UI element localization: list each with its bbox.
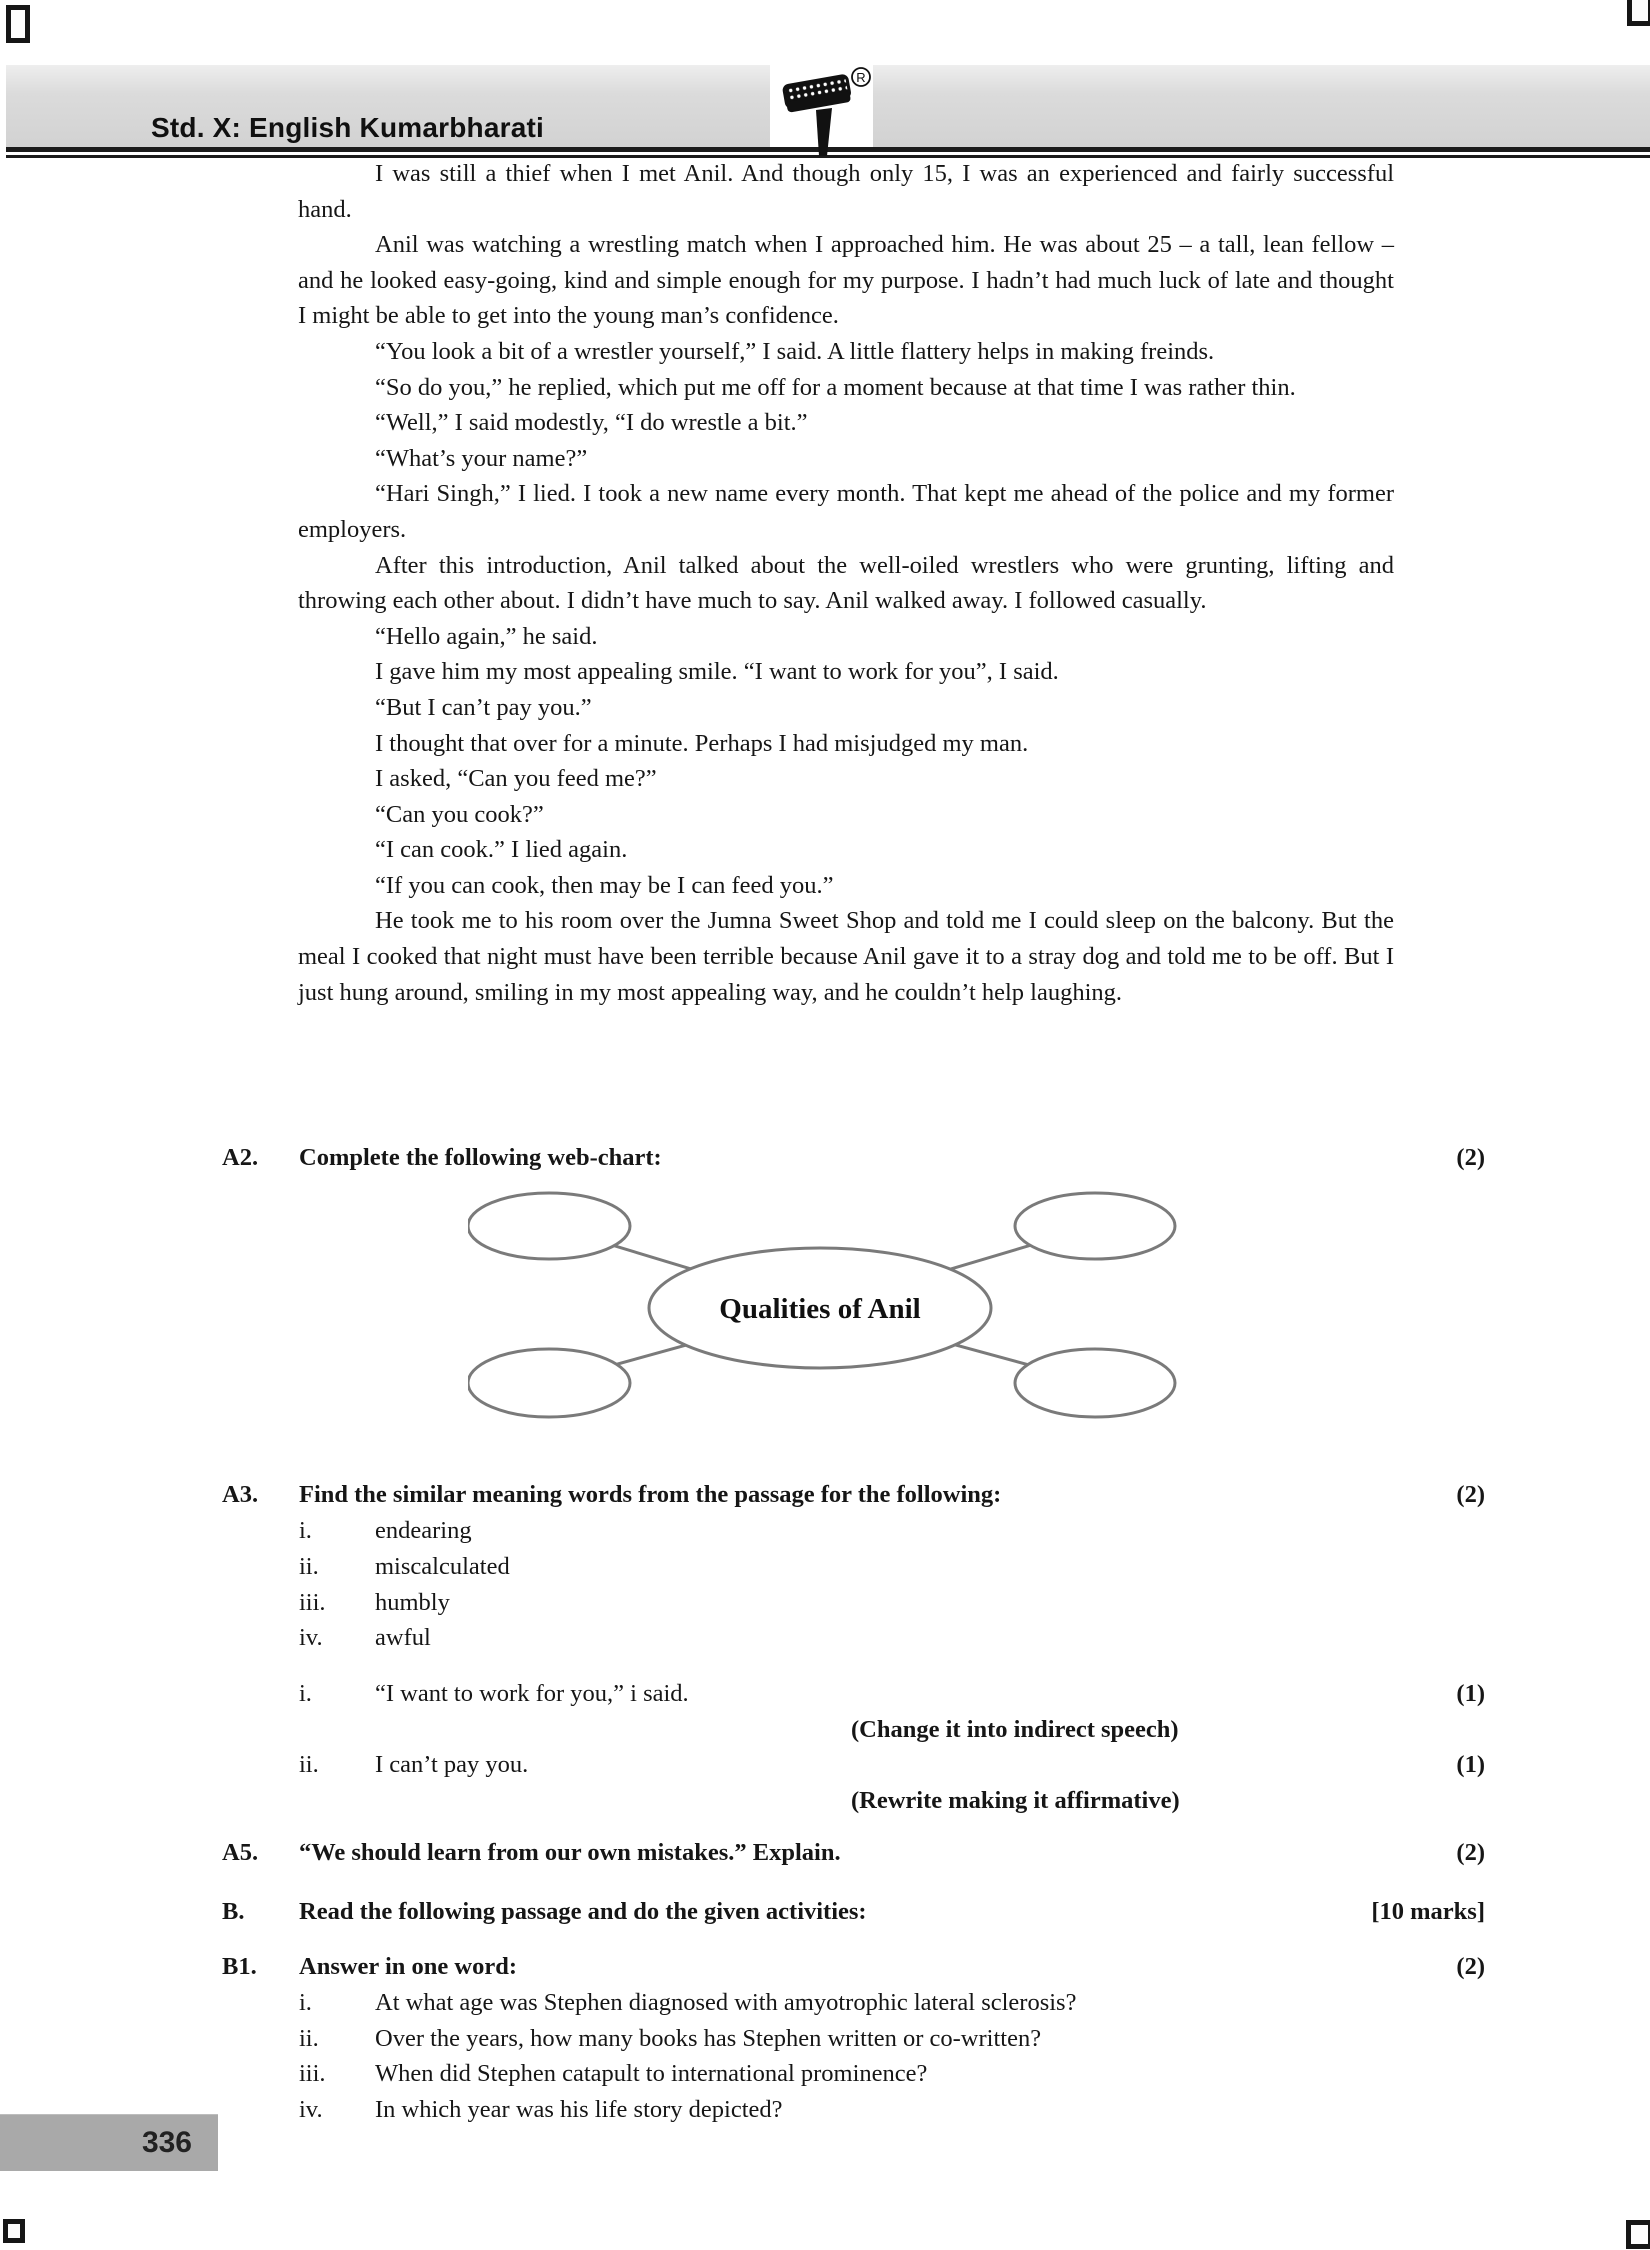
b1-item <box>222 2056 1485 2092</box>
passage-paragraph: “But I can’t pay you.” <box>375 693 592 721</box>
a4-item <box>222 1747 1485 1783</box>
question-marks: (2) <box>1456 1953 1485 1981</box>
item-numeral: iv. <box>299 1624 323 1652</box>
page-number-box <box>0 2114 218 2171</box>
a3-items <box>222 1513 1485 1656</box>
corner-crop-mark <box>3 2219 25 2243</box>
item-numeral: iii. <box>299 2060 326 2088</box>
item-text: When did Stephen catapult to international prominence? <box>375 2060 928 2088</box>
question-marks: (1) <box>1456 1679 1485 1707</box>
passage-paragraph: I was still a thief when I met Anil. And though only 15, I was an experienced and fairly successful hand. <box>298 160 1394 223</box>
passage-paragraph: “You look a bit of a wrestler yourself,” I said. A little flattery helps in making freinds. <box>375 337 1215 365</box>
item-numeral: iii. <box>299 1588 326 1616</box>
chart-blank-node <box>1015 1193 1175 1259</box>
passage-paragraph: Anil was watching a wrestling match when I approached him. He was about 25 – a tall, lean fellow – and he looked easy-going, kind and simple enough for my purpose. I hadn’t had much luck of late and thought I might be able to get into the young man’s confidence. <box>298 231 1394 330</box>
passage-paragraph: “What’s your name?” <box>375 444 588 472</box>
item-numeral: i. <box>299 1679 312 1707</box>
question-marks: (2) <box>1456 1838 1485 1866</box>
question-id: A2. <box>222 1144 259 1171</box>
question-title: Find the similar meaning words from the passage for the following: <box>299 1481 1002 1509</box>
item-text: miscalculated <box>375 1552 510 1580</box>
b1-item <box>222 2021 1485 2057</box>
passage-paragraph: “So do you,” he replied, which put me off for a moment because at that time I was rather thin. <box>375 373 1296 401</box>
svg-text:R: R <box>856 70 866 85</box>
item-text: I can’t pay you. <box>375 1751 529 1779</box>
b1-items <box>222 1985 1485 2128</box>
a4-item <box>222 1676 1485 1712</box>
web-chart <box>468 1190 1178 1422</box>
passage-paragraph: I gave him my most appealing smile. “I want to work for you”, I said. <box>375 658 1059 686</box>
item-numeral: i. <box>299 1517 312 1545</box>
passage-paragraph: “If you can cook, then may be I can feed you.” <box>375 871 834 899</box>
item-numeral: ii. <box>299 1751 319 1779</box>
question-b <box>222 1894 1485 1930</box>
item-text: awful <box>375 1624 431 1652</box>
page-number: 336 <box>141 2126 192 2159</box>
item-text: At what age was Stephen diagnosed with amyotrophic lateral sclerosis? <box>375 1988 1077 2016</box>
question-marks: (2) <box>1456 1144 1485 1171</box>
corner-crop-mark <box>1627 0 1650 26</box>
a3-item <box>222 1585 1485 1621</box>
item-numeral: ii. <box>299 2024 319 2052</box>
question-id <box>222 1747 299 1783</box>
passage-paragraph: “Can you cook?” <box>375 800 544 828</box>
question-id <box>222 1676 299 1712</box>
question-a3 <box>222 1477 1485 1513</box>
item-numeral: ii. <box>299 1552 319 1580</box>
chart-blank-node <box>468 1193 630 1259</box>
question-marks: [10 marks] <box>1371 1898 1485 1926</box>
questions-section <box>222 1140 1485 2128</box>
question-a2 <box>222 1140 1485 1176</box>
a3-item <box>222 1620 1485 1656</box>
item-text: Over the years, how many books has Stephen written or co-written? <box>375 2024 1042 2052</box>
question-a5 <box>222 1835 1485 1871</box>
passage-paragraph: I asked, “Can you feed me?” <box>375 765 657 793</box>
publisher-logo-icon <box>782 54 874 158</box>
passage-paragraph: “I can cook.” I lied again. <box>375 836 628 864</box>
question-title: Answer in one word: <box>299 1953 518 1981</box>
chart-blank-node <box>1015 1349 1175 1417</box>
passage-paragraph: After this introduction, Anil talked about the well-oiled wrestlers who were grunting, lifting and throwing each other about. I didn’t have much to say. Anil walked away. I followed casually. <box>298 551 1394 615</box>
question-id: B1. <box>222 1953 257 1981</box>
a3-item <box>222 1513 1485 1549</box>
chart-center-label: Qualities of Anil <box>719 1292 921 1325</box>
reading-passage <box>298 156 1394 1010</box>
b1-item <box>222 1985 1485 2021</box>
passage-paragraph: He took me to his room over the Jumna Sweet Shop and told me I could sleep on the balcony. But the meal I cooked that night must have been terrible because Anil gave it to a stray dog and told me to be off. But I just hung around, smiling in my most appealing way, and he couldn’t help laughing. <box>298 907 1394 1006</box>
item-numeral: i. <box>299 1988 312 2016</box>
item-text: In which year was his life story depicted? <box>375 2095 783 2123</box>
passage-paragraph: “Well,” I said modestly, “I do wrestle a bit.” <box>375 409 808 437</box>
chart-blank-node <box>468 1349 630 1417</box>
question-id: A5. <box>222 1838 259 1866</box>
a3-item <box>222 1549 1485 1585</box>
question-b1 <box>222 1949 1485 1985</box>
item-numeral: iv. <box>299 2095 323 2123</box>
question-a4 <box>222 1676 1485 1819</box>
passage-paragraph: I thought that over for a minute. Perhaps I had misjudged my man. <box>375 729 1029 757</box>
question-marks: (2) <box>1456 1481 1485 1509</box>
page-title: Std. X: English Kumarbharati <box>151 112 544 143</box>
item-text: “I want to work for you,” i said. <box>375 1679 689 1707</box>
question-title: Read the following passage and do the given activities: <box>299 1898 867 1926</box>
item-text: humbly <box>375 1588 450 1616</box>
question-marks: (1) <box>1456 1751 1485 1779</box>
item-text: endearing <box>375 1517 472 1545</box>
question-id: B. <box>222 1898 245 1926</box>
passage-paragraph: “Hello again,” he said. <box>375 622 598 650</box>
a4-item-instruction: (Rewrite making it affirmative) <box>851 1787 1180 1815</box>
question-id: A3. <box>222 1481 259 1509</box>
passage-paragraph: “Hari Singh,” I lied. I took a new name every month. That kept me ahead of the police and my former employers. <box>298 480 1394 543</box>
question-title: Complete the following web-chart: <box>299 1144 662 1171</box>
b1-item <box>222 2092 1485 2128</box>
a4-item-instruction: (Change it into indirect speech) <box>851 1715 1179 1743</box>
corner-crop-mark <box>1626 2220 1650 2249</box>
corner-crop-mark <box>6 5 30 43</box>
question-title: “We should learn from our own mistakes.” Explain. <box>299 1838 841 1866</box>
